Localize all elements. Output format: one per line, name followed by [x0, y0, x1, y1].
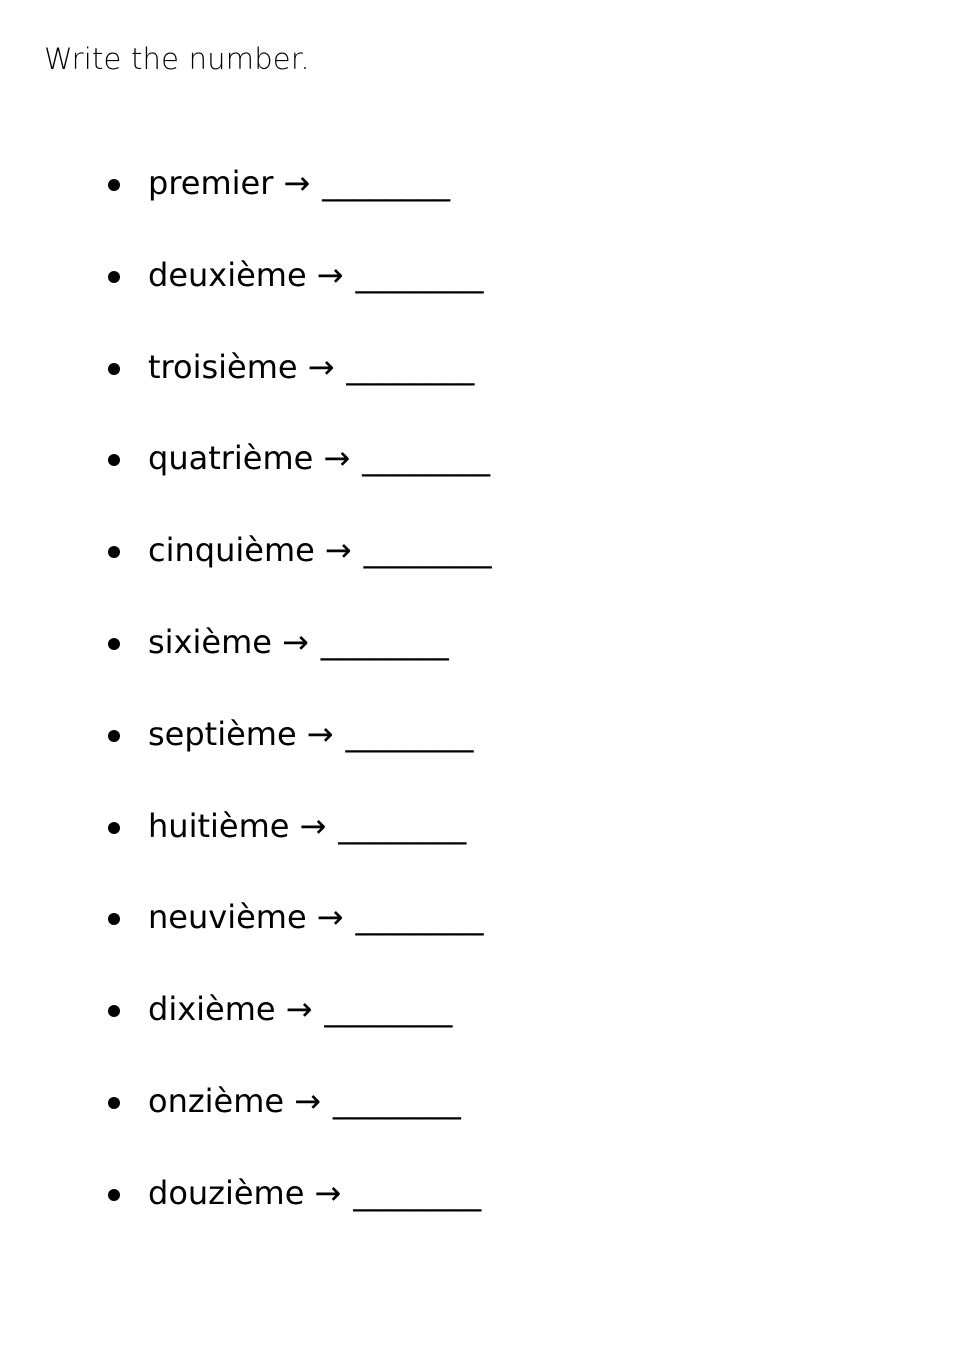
list-item-text: [148, 898, 483, 936]
ordinal-word: douzième: [148, 1173, 305, 1212]
answer-blank[interactable]: ________: [355, 255, 484, 294]
list-item: [0, 619, 960, 711]
list-item-text: [148, 348, 474, 386]
list-item-text: [148, 623, 449, 661]
list-item: [0, 986, 960, 1078]
arrow-icon: →: [324, 531, 352, 570]
ordinal-word: dixième: [148, 990, 276, 1029]
ordinal-word: huitième: [148, 806, 290, 845]
arrow-icon: →: [306, 714, 334, 753]
answer-blank[interactable]: ________: [353, 1173, 482, 1212]
answer-blank[interactable]: ________: [363, 531, 492, 570]
answer-blank[interactable]: ________: [320, 622, 449, 661]
bullet-icon: [108, 363, 120, 375]
answer-blank[interactable]: ________: [362, 439, 491, 478]
list-item: [0, 1078, 960, 1170]
arrow-icon: →: [316, 898, 344, 937]
list-item-text: [148, 715, 473, 753]
answer-blank[interactable]: ________: [324, 990, 453, 1029]
bullet-icon: [108, 730, 120, 742]
worksheet-instruction: Write the number.: [44, 42, 310, 76]
ordinal-word: onzième: [148, 1081, 285, 1120]
bullet-icon: [108, 271, 120, 283]
answer-blank[interactable]: ________: [355, 898, 484, 937]
arrow-icon: →: [281, 622, 309, 661]
ordinal-word: quatrième: [148, 439, 314, 478]
arrow-icon: →: [314, 1173, 342, 1212]
ordinal-word: cinquième: [148, 531, 315, 570]
bullet-icon: [108, 1097, 120, 1109]
ordinal-word: neuvième: [148, 898, 307, 937]
bullet-icon: [108, 1005, 120, 1017]
list-item-text: [148, 531, 492, 569]
arrow-icon: →: [285, 990, 313, 1029]
bullet-icon: [108, 1189, 120, 1201]
bullet-icon: [108, 822, 120, 834]
bullet-icon: [108, 913, 120, 925]
arrow-icon: →: [316, 255, 344, 294]
list-item-text: [148, 1082, 461, 1120]
list-item: [0, 711, 960, 803]
ordinal-list: [0, 160, 960, 1262]
ordinal-word: sixième: [148, 622, 272, 661]
list-item: [0, 1170, 960, 1262]
list-item-text: [148, 807, 466, 845]
ordinal-word: septième: [148, 714, 297, 753]
list-item: [0, 894, 960, 986]
ordinal-word: troisième: [148, 347, 298, 386]
list-item: [0, 344, 960, 436]
answer-blank[interactable]: ________: [322, 164, 451, 202]
ordinal-word: deuxième: [148, 255, 307, 294]
answer-blank[interactable]: ________: [332, 1081, 461, 1120]
bullet-icon: [108, 546, 120, 558]
list-item-text: [148, 256, 483, 294]
list-item-text: [148, 439, 490, 477]
list-item: [0, 527, 960, 619]
arrow-icon: →: [283, 164, 311, 202]
bullet-icon: [108, 638, 120, 650]
arrow-icon: →: [294, 1081, 321, 1120]
arrow-icon: →: [307, 347, 335, 386]
ordinal-word: premier: [148, 164, 274, 202]
arrow-icon: →: [299, 806, 327, 845]
list-item-text: [148, 990, 452, 1028]
bullet-icon: [108, 179, 120, 191]
list-item: [0, 435, 960, 527]
list-item-text: [148, 164, 450, 202]
arrow-icon: →: [323, 439, 351, 478]
list-item: [0, 803, 960, 895]
list-item-text: [148, 1174, 481, 1212]
answer-blank[interactable]: ________: [338, 806, 467, 845]
list-item: [0, 160, 960, 252]
answer-blank[interactable]: ________: [346, 347, 475, 386]
answer-blank[interactable]: ________: [345, 714, 474, 753]
list-item: [0, 252, 960, 344]
bullet-icon: [108, 454, 120, 466]
